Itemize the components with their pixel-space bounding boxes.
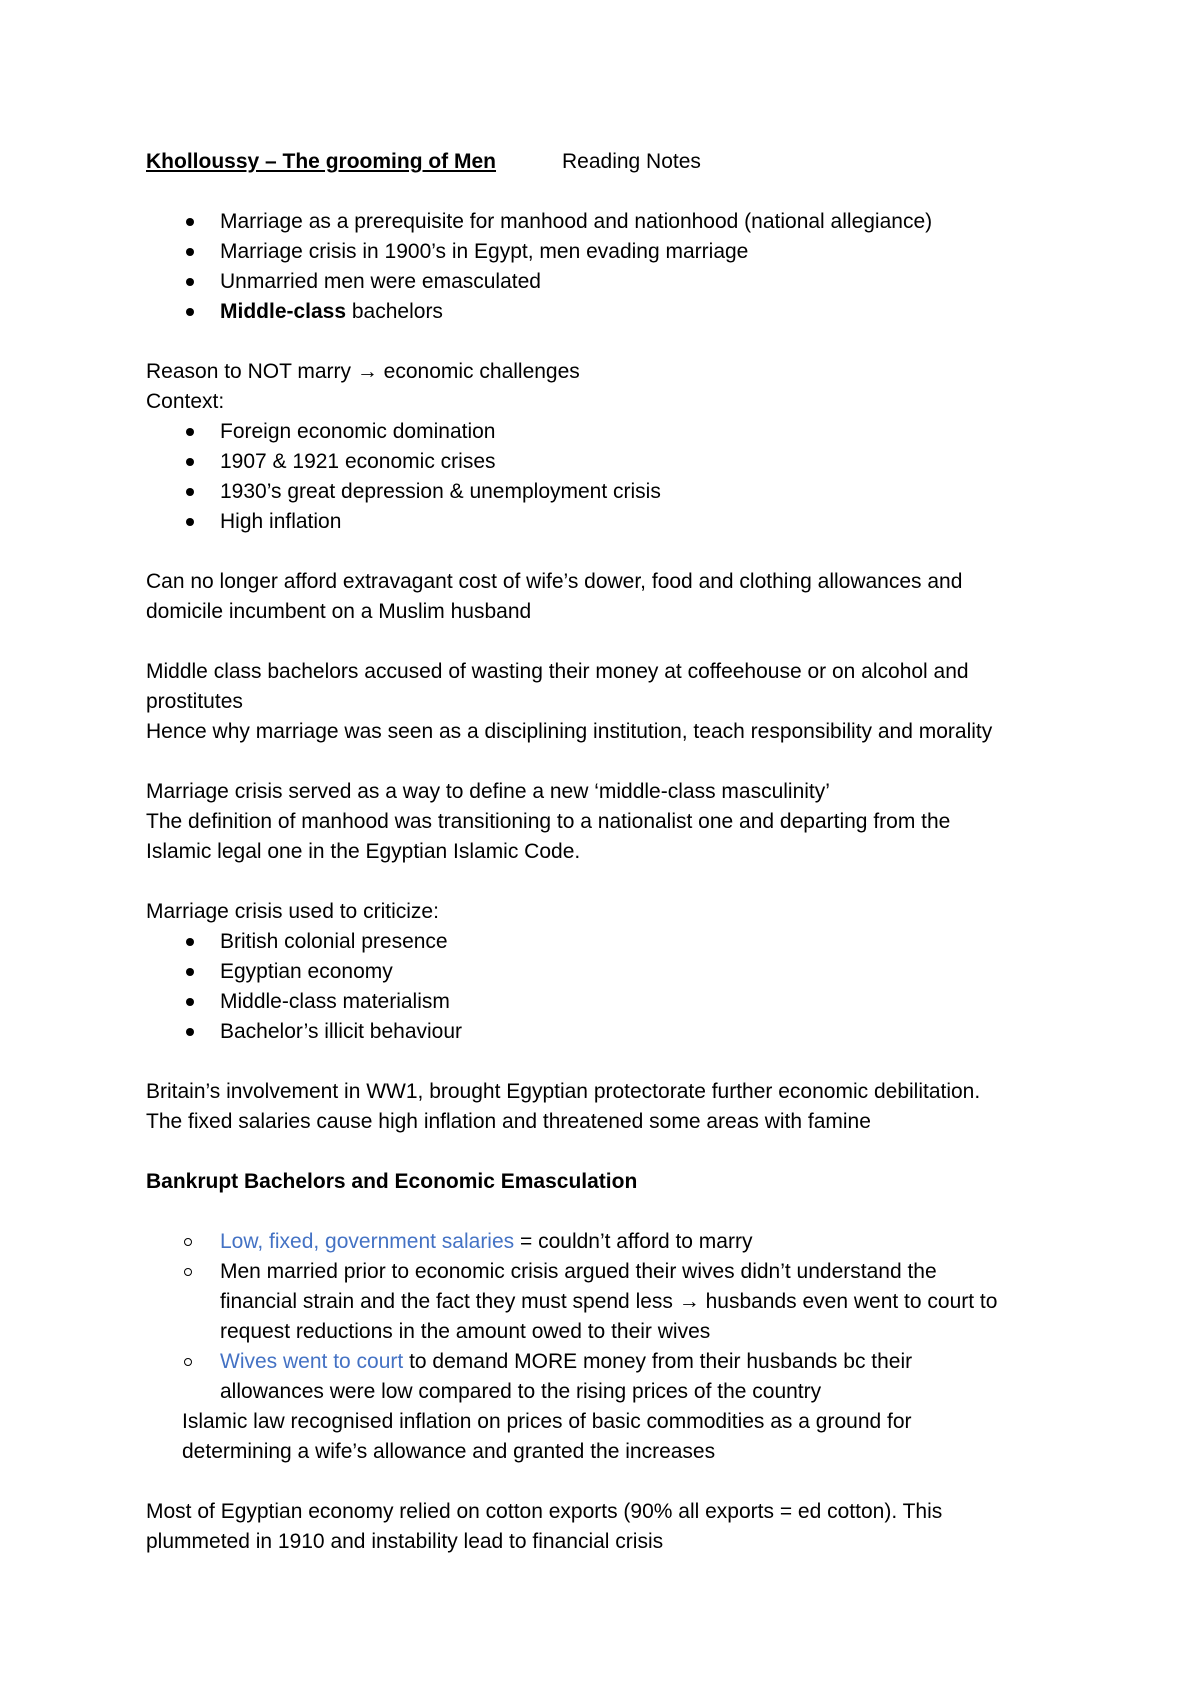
list-item: Unmarried men were emasculated — [146, 267, 1100, 297]
list-item: 1930’s great depression & unemployment crisis — [146, 477, 1100, 507]
list-item: Egyptian economy — [146, 957, 1100, 987]
list-item: Marriage crisis in 1900’s in Egypt, men evading marriage — [146, 237, 1100, 267]
intro-bullet-list — [146, 207, 1100, 327]
highlighted-text: Low, fixed, government salaries — [220, 1230, 515, 1253]
list-item: Marriage as a prerequisite for manhood and nationhood (national allegiance) — [146, 207, 1100, 237]
list-item — [146, 1257, 1100, 1347]
list-item — [146, 297, 1100, 327]
paragraph-line: The definition of manhood was transitioning to a nationalist one and departing from the — [146, 810, 951, 833]
paragraph-line: domicile incumbent on a Muslim husband — [146, 600, 532, 623]
paragraph-line: Can no longer afford extravagant cost of wife’s dower, food and clothing allowances and — [146, 570, 963, 593]
paragraph-cotton — [146, 1497, 1100, 1557]
right-arrow-icon: → — [678, 1290, 700, 1313]
context-bullet-list — [146, 417, 1100, 537]
list-item: 1907 & 1921 economic crises — [146, 447, 1100, 477]
criticize-bullet-list — [146, 927, 1100, 1047]
highlighted-text: Wives went to court — [220, 1350, 404, 1373]
paragraph-line: determining a wife’s allowance and granted the increases — [182, 1440, 716, 1463]
list-item-text: husbands even went to court to — [699, 1290, 998, 1313]
paragraph-britain — [146, 1077, 1100, 1137]
paragraph-line: Islamic law recognised inflation on prices of basic commodities as a ground for — [182, 1410, 912, 1433]
paragraph-crisis — [146, 777, 1100, 867]
reason-text-after: economic challenges — [377, 360, 580, 383]
list-item: British colonial presence — [146, 927, 1100, 957]
paragraph-bachelors — [146, 657, 1100, 747]
criticize-label: Marriage crisis used to criticize: — [146, 900, 439, 923]
paragraph-line: Middle class bachelors accused of wasting their money at coffeehouse or on alcohol and — [146, 660, 969, 683]
list-item: Bachelor’s illicit behaviour — [146, 1017, 1100, 1047]
reason-line — [146, 357, 1100, 387]
paragraph-line: The fixed salaries cause high inflation and threatened some areas with famine — [146, 1110, 871, 1133]
list-item — [146, 1227, 1100, 1257]
list-item-text: bachelors — [346, 300, 443, 323]
list-item-text: Men married prior to economic crisis argued their wives didn’t understand the — [220, 1260, 937, 1283]
paragraph-islamic-law — [146, 1407, 1100, 1467]
list-item: Middle-class materialism — [146, 987, 1100, 1017]
paragraph-line: Hence why marriage was seen as a disciplining institution, teach responsibility and morality — [146, 720, 993, 743]
paragraph-line: prostitutes — [146, 690, 243, 713]
paragraph-afford — [146, 567, 1100, 627]
paragraph-line: Islamic legal one in the Egyptian Islamic Code. — [146, 840, 581, 863]
paragraph-line: Britain’s involvement in WW1, brought Egyptian protectorate further economic debilitation. — [146, 1080, 981, 1103]
document-subtitle: Reading Notes — [562, 150, 701, 173]
context-label: Context: — [146, 390, 225, 413]
list-item — [146, 1347, 1100, 1407]
list-item-text: = couldn’t afford to marry — [514, 1230, 753, 1253]
list-item: High inflation — [146, 507, 1100, 537]
right-arrow-icon: → — [356, 360, 378, 383]
list-item-text: allowances were low compared to the rising prices of the country — [220, 1380, 822, 1403]
sub-item-list — [146, 1227, 1100, 1407]
bold-text: Middle-class — [220, 300, 347, 323]
list-item-text: financial strain and the fact they must spend less — [220, 1290, 679, 1313]
paragraph-line: Most of Egyptian economy relied on cotton exports (90% all exports = ed cotton). This — [146, 1500, 943, 1523]
paragraph-line: plummeted in 1910 and instability lead to financial crisis — [146, 1530, 664, 1553]
list-item: Foreign economic domination — [146, 417, 1100, 447]
list-item-text: to demand MORE money from their husbands bc their — [403, 1350, 913, 1373]
section-heading: Bankrupt Bachelors and Economic Emasculation — [146, 1170, 638, 1193]
reason-text: Reason to NOT marry — [146, 360, 357, 383]
list-item-text: request reductions in the amount owed to their wives — [220, 1320, 711, 1343]
paragraph-line: Marriage crisis served as a way to define a new ‘middle-class masculinity’ — [146, 780, 830, 803]
document-title: Kholloussy – The grooming of Men — [146, 150, 497, 173]
